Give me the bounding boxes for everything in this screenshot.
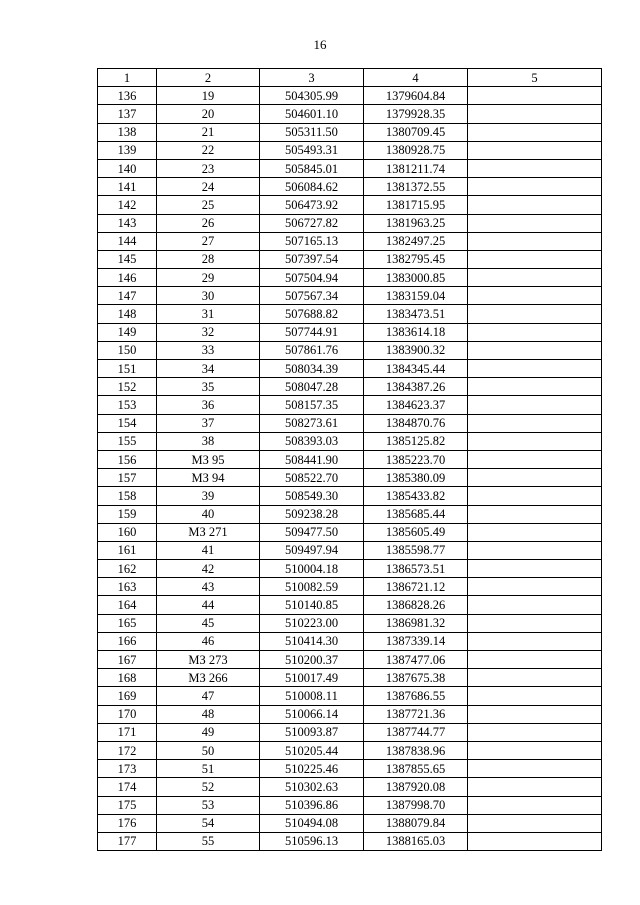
note-cell [468, 469, 602, 487]
x-coordinate-cell: 508393.03 [260, 432, 364, 450]
table-row [98, 105, 602, 123]
x-coordinate-cell: 510396.86 [260, 796, 364, 814]
x-coordinate-cell: 510205.44 [260, 741, 364, 759]
table-row [98, 414, 602, 432]
table-row [98, 269, 602, 287]
note-cell [468, 832, 602, 850]
table-row [98, 632, 602, 650]
note-cell [468, 269, 602, 287]
note-cell [468, 796, 602, 814]
note-cell [468, 360, 602, 378]
x-coordinate-cell: 505493.31 [260, 141, 364, 159]
row-number-cell: 170 [98, 705, 157, 723]
point-id-cell: 40 [157, 505, 260, 523]
point-id-cell: 21 [157, 123, 260, 141]
row-number-cell: 177 [98, 832, 157, 850]
column-header-3: 3 [260, 69, 364, 87]
row-number-cell: 162 [98, 560, 157, 578]
note-cell [468, 614, 602, 632]
note-cell [468, 323, 602, 341]
y-coordinate-cell: 1383473.51 [364, 305, 468, 323]
point-id-cell: 36 [157, 396, 260, 414]
y-coordinate-cell: 1386721.12 [364, 578, 468, 596]
point-id-cell: 41 [157, 541, 260, 559]
point-id-cell: 54 [157, 814, 260, 832]
note-cell [468, 778, 602, 796]
x-coordinate-cell: 508047.28 [260, 378, 364, 396]
table-body [98, 87, 602, 851]
y-coordinate-cell: 1382497.25 [364, 232, 468, 250]
note-cell [468, 305, 602, 323]
y-coordinate-cell: 1385598.77 [364, 541, 468, 559]
y-coordinate-cell: 1383159.04 [364, 287, 468, 305]
point-id-cell: 20 [157, 105, 260, 123]
row-number-cell: 157 [98, 469, 157, 487]
note-cell [468, 596, 602, 614]
x-coordinate-cell: 510008.11 [260, 687, 364, 705]
table-row [98, 360, 602, 378]
table-row [98, 578, 602, 596]
note-cell [468, 632, 602, 650]
table-row [98, 214, 602, 232]
x-coordinate-cell: 509238.28 [260, 505, 364, 523]
table-row [98, 505, 602, 523]
note-cell [468, 123, 602, 141]
y-coordinate-cell: 1388079.84 [364, 814, 468, 832]
table-row [98, 287, 602, 305]
x-coordinate-cell: 508034.39 [260, 360, 364, 378]
y-coordinate-cell: 1386981.32 [364, 614, 468, 632]
x-coordinate-cell: 505845.01 [260, 159, 364, 177]
table-row [98, 614, 602, 632]
y-coordinate-cell: 1385685.44 [364, 505, 468, 523]
point-id-cell: 22 [157, 141, 260, 159]
point-id-cell: 26 [157, 214, 260, 232]
y-coordinate-cell: 1380709.45 [364, 123, 468, 141]
table-row [98, 651, 602, 669]
row-number-cell: 159 [98, 505, 157, 523]
x-coordinate-cell: 507861.76 [260, 341, 364, 359]
y-coordinate-cell: 1385380.09 [364, 469, 468, 487]
x-coordinate-cell: 510223.00 [260, 614, 364, 632]
point-id-cell: 42 [157, 560, 260, 578]
x-coordinate-cell: 510066.14 [260, 705, 364, 723]
note-cell [468, 705, 602, 723]
note-cell [468, 232, 602, 250]
row-number-cell: 138 [98, 123, 157, 141]
point-id-cell: 46 [157, 632, 260, 650]
table-row [98, 741, 602, 759]
row-number-cell: 173 [98, 760, 157, 778]
note-cell [468, 159, 602, 177]
note-cell [468, 523, 602, 541]
x-coordinate-cell: 507397.54 [260, 250, 364, 268]
table-row [98, 141, 602, 159]
table-row [98, 541, 602, 559]
y-coordinate-cell: 1382795.45 [364, 250, 468, 268]
x-coordinate-cell: 510093.87 [260, 723, 364, 741]
point-id-cell: 50 [157, 741, 260, 759]
note-cell [468, 687, 602, 705]
point-id-cell: 39 [157, 487, 260, 505]
row-number-cell: 165 [98, 614, 157, 632]
x-coordinate-cell: 508441.90 [260, 450, 364, 468]
point-id-cell: 48 [157, 705, 260, 723]
x-coordinate-cell: 505311.50 [260, 123, 364, 141]
y-coordinate-cell: 1383614.18 [364, 323, 468, 341]
table-row [98, 232, 602, 250]
point-id-cell: 51 [157, 760, 260, 778]
row-number-cell: 150 [98, 341, 157, 359]
note-cell [468, 341, 602, 359]
note-cell [468, 450, 602, 468]
row-number-cell: 145 [98, 250, 157, 268]
table-row [98, 341, 602, 359]
x-coordinate-cell: 506727.82 [260, 214, 364, 232]
point-id-cell: 47 [157, 687, 260, 705]
column-header-5: 5 [468, 69, 602, 87]
x-coordinate-cell: 504601.10 [260, 105, 364, 123]
row-number-cell: 153 [98, 396, 157, 414]
point-id-cell: 25 [157, 196, 260, 214]
x-coordinate-cell: 508522.70 [260, 469, 364, 487]
point-id-cell: 19 [157, 87, 260, 105]
table-row [98, 196, 602, 214]
point-id-cell: МЗ 266 [157, 669, 260, 687]
y-coordinate-cell: 1386573.51 [364, 560, 468, 578]
y-coordinate-cell: 1387838.96 [364, 741, 468, 759]
x-coordinate-cell: 510082.59 [260, 578, 364, 596]
table-row [98, 305, 602, 323]
point-id-cell: МЗ 273 [157, 651, 260, 669]
y-coordinate-cell: 1387686.55 [364, 687, 468, 705]
row-number-cell: 169 [98, 687, 157, 705]
table-row [98, 778, 602, 796]
table-row [98, 469, 602, 487]
row-number-cell: 174 [98, 778, 157, 796]
x-coordinate-cell: 508273.61 [260, 414, 364, 432]
note-cell [468, 432, 602, 450]
note-cell [468, 178, 602, 196]
column-header-4: 4 [364, 69, 468, 87]
y-coordinate-cell: 1387339.14 [364, 632, 468, 650]
row-number-cell: 151 [98, 360, 157, 378]
note-cell [468, 141, 602, 159]
row-number-cell: 172 [98, 741, 157, 759]
row-number-cell: 164 [98, 596, 157, 614]
x-coordinate-cell: 510225.46 [260, 760, 364, 778]
x-coordinate-cell: 510494.08 [260, 814, 364, 832]
row-number-cell: 143 [98, 214, 157, 232]
point-id-cell: 45 [157, 614, 260, 632]
point-id-cell: 44 [157, 596, 260, 614]
x-coordinate-cell: 508549.30 [260, 487, 364, 505]
point-id-cell: 24 [157, 178, 260, 196]
x-coordinate-cell: 510140.85 [260, 596, 364, 614]
table-row [98, 669, 602, 687]
x-coordinate-cell: 510414.30 [260, 632, 364, 650]
point-id-cell: 35 [157, 378, 260, 396]
row-number-cell: 154 [98, 414, 157, 432]
row-number-cell: 147 [98, 287, 157, 305]
point-id-cell: 49 [157, 723, 260, 741]
point-id-cell: 27 [157, 232, 260, 250]
y-coordinate-cell: 1383900.32 [364, 341, 468, 359]
table-row [98, 396, 602, 414]
x-coordinate-cell: 507504.94 [260, 269, 364, 287]
note-cell [468, 760, 602, 778]
x-coordinate-cell: 507567.34 [260, 287, 364, 305]
table-row [98, 178, 602, 196]
point-id-cell: 34 [157, 360, 260, 378]
table-row [98, 378, 602, 396]
column-header-1: 1 [98, 69, 157, 87]
row-number-cell: 168 [98, 669, 157, 687]
row-number-cell: 161 [98, 541, 157, 559]
table-header [98, 69, 602, 87]
note-cell [468, 105, 602, 123]
y-coordinate-cell: 1387998.70 [364, 796, 468, 814]
note-cell [468, 214, 602, 232]
y-coordinate-cell: 1387721.36 [364, 705, 468, 723]
note-cell [468, 378, 602, 396]
table-row [98, 687, 602, 705]
table-row [98, 250, 602, 268]
row-number-cell: 149 [98, 323, 157, 341]
table-row [98, 596, 602, 614]
note-cell [468, 87, 602, 105]
point-id-cell: 31 [157, 305, 260, 323]
column-header-2: 2 [157, 69, 260, 87]
row-number-cell: 148 [98, 305, 157, 323]
table-row [98, 123, 602, 141]
row-number-cell: 176 [98, 814, 157, 832]
note-cell [468, 814, 602, 832]
row-number-cell: 171 [98, 723, 157, 741]
x-coordinate-cell: 509477.50 [260, 523, 364, 541]
row-number-cell: 137 [98, 105, 157, 123]
note-cell [468, 560, 602, 578]
point-id-cell: 37 [157, 414, 260, 432]
table-row [98, 814, 602, 832]
table-row [98, 723, 602, 741]
y-coordinate-cell: 1387477.06 [364, 651, 468, 669]
x-coordinate-cell: 507688.82 [260, 305, 364, 323]
y-coordinate-cell: 1384345.44 [364, 360, 468, 378]
point-id-cell: 32 [157, 323, 260, 341]
table-row [98, 87, 602, 105]
note-cell [468, 723, 602, 741]
x-coordinate-cell: 506473.92 [260, 196, 364, 214]
note-cell [468, 505, 602, 523]
point-id-cell: 53 [157, 796, 260, 814]
y-coordinate-cell: 1381715.95 [364, 196, 468, 214]
y-coordinate-cell: 1385433.82 [364, 487, 468, 505]
table-row [98, 796, 602, 814]
table-row [98, 432, 602, 450]
row-number-cell: 175 [98, 796, 157, 814]
point-id-cell: 38 [157, 432, 260, 450]
x-coordinate-cell: 507744.91 [260, 323, 364, 341]
table-row [98, 487, 602, 505]
y-coordinate-cell: 1384387.26 [364, 378, 468, 396]
row-number-cell: 142 [98, 196, 157, 214]
y-coordinate-cell: 1387675.38 [364, 669, 468, 687]
row-number-cell: 139 [98, 141, 157, 159]
row-number-cell: 144 [98, 232, 157, 250]
row-number-cell: 136 [98, 87, 157, 105]
row-number-cell: 166 [98, 632, 157, 650]
table-row [98, 832, 602, 850]
y-coordinate-cell: 1387920.08 [364, 778, 468, 796]
y-coordinate-cell: 1381211.74 [364, 159, 468, 177]
point-id-cell: 23 [157, 159, 260, 177]
point-id-cell: 55 [157, 832, 260, 850]
x-coordinate-cell: 507165.13 [260, 232, 364, 250]
note-cell [468, 669, 602, 687]
coordinates-table [97, 68, 602, 851]
point-id-cell: МЗ 271 [157, 523, 260, 541]
y-coordinate-cell: 1380928.75 [364, 141, 468, 159]
row-number-cell: 167 [98, 651, 157, 669]
header-row [98, 69, 602, 87]
x-coordinate-cell: 508157.35 [260, 396, 364, 414]
point-id-cell: 52 [157, 778, 260, 796]
x-coordinate-cell: 510302.63 [260, 778, 364, 796]
point-id-cell: 28 [157, 250, 260, 268]
y-coordinate-cell: 1379604.84 [364, 87, 468, 105]
point-id-cell: МЗ 94 [157, 469, 260, 487]
row-number-cell: 152 [98, 378, 157, 396]
x-coordinate-cell: 510200.37 [260, 651, 364, 669]
y-coordinate-cell: 1381372.55 [364, 178, 468, 196]
y-coordinate-cell: 1385223.70 [364, 450, 468, 468]
table-row [98, 560, 602, 578]
y-coordinate-cell: 1381963.25 [364, 214, 468, 232]
row-number-cell: 156 [98, 450, 157, 468]
table-row [98, 523, 602, 541]
y-coordinate-cell: 1386828.26 [364, 596, 468, 614]
x-coordinate-cell: 504305.99 [260, 87, 364, 105]
point-id-cell: 29 [157, 269, 260, 287]
table-row [98, 705, 602, 723]
page-number: 16 [313, 37, 327, 52]
table-row [98, 450, 602, 468]
x-coordinate-cell: 509497.94 [260, 541, 364, 559]
y-coordinate-cell: 1388165.03 [364, 832, 468, 850]
note-cell [468, 541, 602, 559]
y-coordinate-cell: 1385125.82 [364, 432, 468, 450]
y-coordinate-cell: 1383000.85 [364, 269, 468, 287]
y-coordinate-cell: 1387744.77 [364, 723, 468, 741]
note-cell [468, 287, 602, 305]
note-cell [468, 250, 602, 268]
y-coordinate-cell: 1385605.49 [364, 523, 468, 541]
x-coordinate-cell: 506084.62 [260, 178, 364, 196]
y-coordinate-cell: 1379928.35 [364, 105, 468, 123]
note-cell [468, 414, 602, 432]
note-cell [468, 651, 602, 669]
row-number-cell: 146 [98, 269, 157, 287]
row-number-cell: 163 [98, 578, 157, 596]
table-row [98, 760, 602, 778]
point-id-cell: 43 [157, 578, 260, 596]
note-cell [468, 487, 602, 505]
row-number-cell: 155 [98, 432, 157, 450]
point-id-cell: МЗ 95 [157, 450, 260, 468]
row-number-cell: 160 [98, 523, 157, 541]
row-number-cell: 158 [98, 487, 157, 505]
point-id-cell: 33 [157, 341, 260, 359]
x-coordinate-cell: 510596.13 [260, 832, 364, 850]
table-row [98, 323, 602, 341]
note-cell [468, 741, 602, 759]
row-number-cell: 140 [98, 159, 157, 177]
note-cell [468, 396, 602, 414]
y-coordinate-cell: 1384623.37 [364, 396, 468, 414]
row-number-cell: 141 [98, 178, 157, 196]
y-coordinate-cell: 1384870.76 [364, 414, 468, 432]
table-row [98, 159, 602, 177]
point-id-cell: 30 [157, 287, 260, 305]
x-coordinate-cell: 510004.18 [260, 560, 364, 578]
note-cell [468, 196, 602, 214]
y-coordinate-cell: 1387855.65 [364, 760, 468, 778]
x-coordinate-cell: 510017.49 [260, 669, 364, 687]
note-cell [468, 578, 602, 596]
